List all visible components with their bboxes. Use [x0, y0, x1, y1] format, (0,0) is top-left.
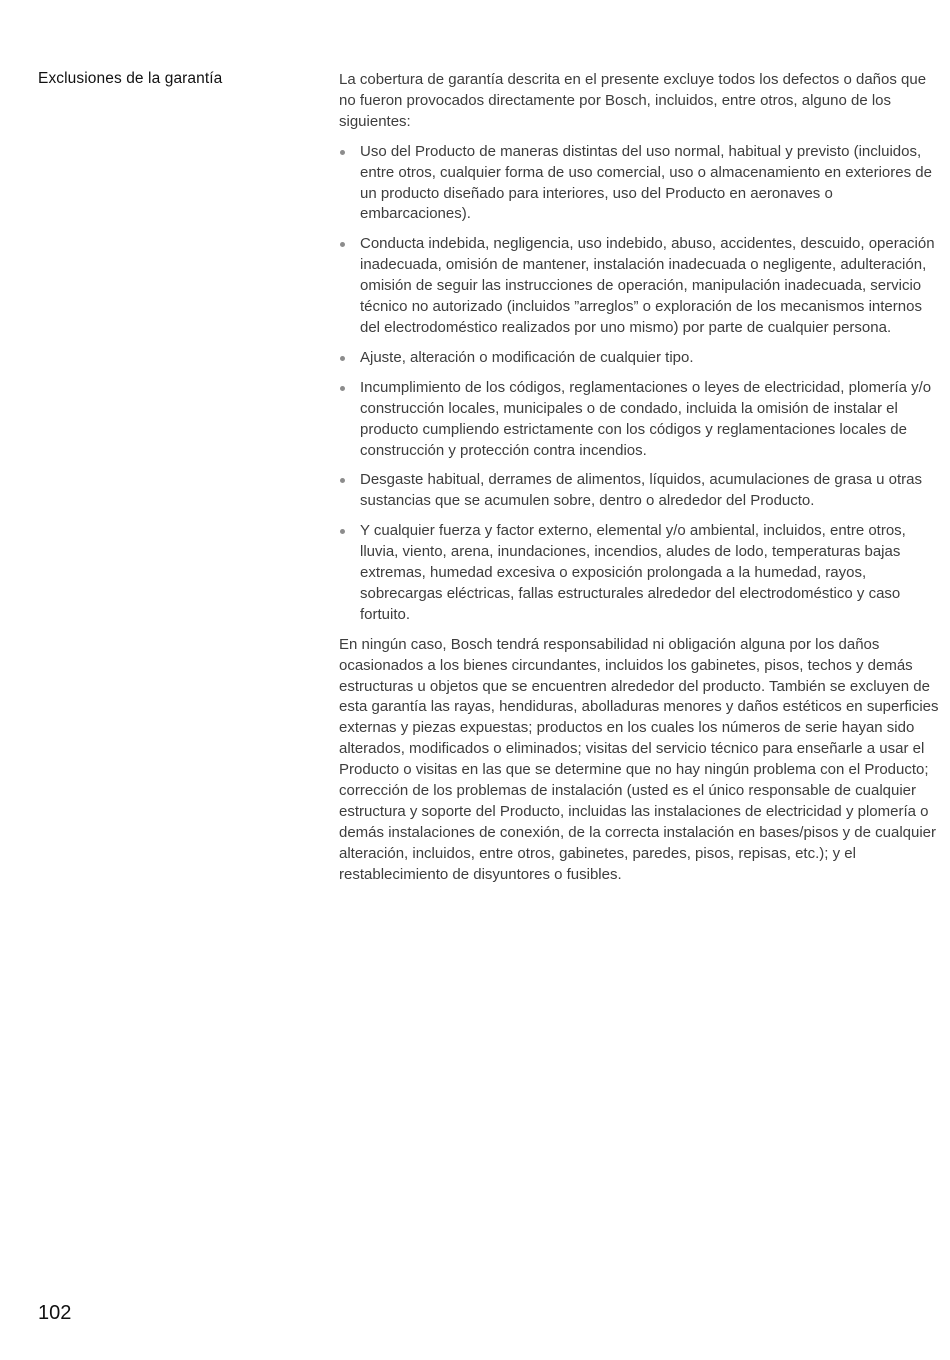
list-item-text: Incumplimiento de los códigos, reglamentaciones o leyes de electricidad, plomería y/o construcción locales, municipales o de condado, incluida la omisión de instalar el producto cumpliendo estrictamente con los códigos y reglamentaciones locales de construcción y protección contra incendios. — [360, 378, 932, 459]
list-item — [339, 378, 943, 462]
closing-paragraph: En ningún caso, Bosch tendrá responsabilidad ni obligación alguna por los daños ocasionados a los bienes circundantes, incluidos los gabinetes, pisos, techos y demás estructuras u objetos que se encuentren alrededor del producto. También se excluyen de esta garantía las rayas, hendiduras, abolladuras menores y daños estéticos en superficies externas y piezas expuestas; productos en los cuales los números de serie hayan sido alterados, modificados o eliminados; visitas del servicio técnico para enseñarle a usar el Producto o visitas en las que se determine que no hay ningún problema con el Producto; corrección de los problemas de instalación (usted es el único responsable de cualquier estructura y soporte del Producto, incluidas las instalaciones de electricidad y plomería o demás instalaciones de conexión, de la correcta instalación en bases/pisos y de cualquier alteración, incluidos, entre otros, gabinetes, paredes, pisos, repisas, etc.); y el restablecimiento de disyuntores o fusibles. — [339, 635, 939, 883]
list-item-text: Uso del Producto de maneras distintas del uso normal, habitual y previsto (incluidos, entre otros, cualquier forma de uso comercial, uso o almacenamiento en exteriores de un producto diseñado para interiores, uso del Producto en aeronaves o embarcaciones). — [360, 142, 932, 223]
list-item-text: Conducta indebida, negligencia, uso indebido, abuso, accidentes, descuido, operación inadecuada, omisión de mantener, instalación inadecuada o negligente, adulteración, omisión de seguir las instrucciones de operación, manipulación inadecuada, servicio técnico no autorizado (incluidos ”arreglos” o exploración de los mecanismos internos del electrodoméstico realizados por uno mismo) por parte de cualquier persona. — [360, 235, 935, 336]
list-item — [339, 234, 943, 339]
page-number: 102 — [38, 1302, 72, 1324]
exclusions-list — [339, 142, 943, 626]
bullet-icon — [340, 478, 345, 483]
list-item — [339, 521, 943, 626]
bullet-icon — [340, 386, 345, 391]
list-item — [339, 348, 943, 369]
bullet-icon — [340, 150, 345, 155]
section-body — [339, 70, 943, 895]
list-item-text: Y cualquier fuerza y factor externo, elemental y/o ambiental, incluidos, entre otros, lluvia, viento, arena, inundaciones, incendios, aludes de lodo, temperaturas bajas extremas, humedad excesiva o exposición prolongada a la humedad, rayos, sobrecargas eléctricas, fallas estructurales alrededor del electrodoméstico y caso fortuito. — [360, 522, 906, 623]
bullet-icon — [340, 529, 345, 534]
bullet-icon — [340, 242, 345, 247]
list-item-text: Ajuste, alteración o modificación de cualquier tipo. — [360, 348, 694, 366]
bullet-icon — [340, 356, 345, 361]
list-item-text: Desgaste habitual, derrames de alimentos, líquidos, acumulaciones de grasa u otras sustancias que se acumulen sobre, dentro o alrededor del Producto. — [360, 471, 922, 510]
section-heading: Exclusiones de la garantía — [38, 70, 223, 87]
list-item — [339, 470, 943, 512]
list-item — [339, 142, 943, 226]
intro-paragraph: La cobertura de garantía descrita en el presente excluye todos los defectos o daños que no fueron provocados directamente por Bosch, incluidos, entre otros, alguno de los siguientes: — [339, 71, 927, 130]
